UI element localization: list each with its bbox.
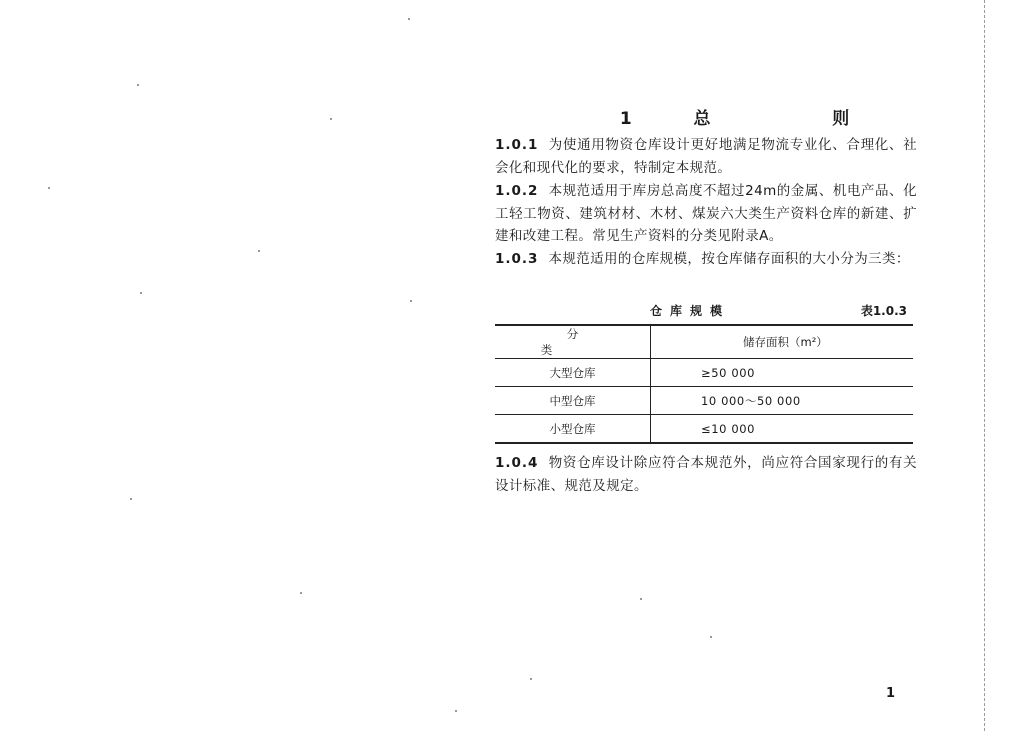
warehouse-scale-table (495, 324, 913, 444)
clause-text: 为使通用物资仓库设计更好地满足物流专业化、合理化、社会化和现代化的要求，特制定本规范。 (495, 137, 917, 176)
page-number: 1 (886, 686, 896, 701)
scan-speck (710, 636, 712, 638)
clause-1-0-2 (495, 180, 917, 248)
clause-number: 1.0.2 (495, 183, 539, 199)
scan-speck (140, 292, 142, 294)
clause-text: 本规范适用于库房总高度不超过24m的金属、机电产品、化工轻工物资、建筑材材、木材、煤炭六大类生产资料仓库的新建、扩建和改建工程。常见生产资料的分类见附录A。 (495, 183, 917, 244)
scan-speck (530, 678, 532, 680)
clause-1-0-1 (495, 134, 917, 179)
table-row (495, 359, 913, 387)
scan-speck (640, 598, 642, 600)
scan-speck (330, 118, 332, 120)
clause-1-0-4 (495, 452, 917, 497)
scan-speck (410, 300, 412, 302)
scan-speck (408, 18, 410, 20)
scan-speck (137, 84, 139, 86)
clause-1-0-3 (495, 248, 917, 271)
cell-category: 大型仓库 (495, 359, 651, 387)
cell-storage-area: 10 000～50 000 (651, 387, 914, 415)
table-header-row (495, 325, 913, 359)
scan-speck (258, 250, 260, 252)
cell-category: 小型仓库 (495, 415, 651, 444)
table-title: 仓库规模 (650, 304, 731, 318)
header-category: 分类 (495, 325, 651, 359)
table-row (495, 415, 913, 444)
chapter-number: 1 (619, 109, 634, 129)
scan-speck (130, 498, 132, 500)
clause-text: 物资仓库设计除应符合本规范外，尚应符合国家现行的有关设计标准、规范及规定。 (495, 455, 917, 494)
clause-number: 1.0.4 (495, 455, 539, 471)
chapter-heading: 总 则 (693, 109, 852, 129)
clause-text: 本规范适用的仓库规模，按仓库储存面积的大小分为三类： (548, 251, 910, 267)
scan-speck (455, 710, 457, 712)
table-row (495, 387, 913, 415)
cell-category: 中型仓库 (495, 387, 651, 415)
header-storage-area: 储存面积（m²） (651, 325, 914, 359)
scan-speck (300, 592, 302, 594)
clause-number: 1.0.1 (495, 137, 539, 153)
scan-speck (48, 187, 50, 189)
page-edge-line (984, 0, 985, 731)
table-number: 表1.0.3 (860, 304, 907, 318)
clause-number: 1.0.3 (495, 251, 539, 267)
chapter-title (560, 84, 850, 129)
cell-storage-area: ≤10 000 (651, 415, 914, 444)
cell-storage-area: ≥50 000 (651, 359, 914, 387)
